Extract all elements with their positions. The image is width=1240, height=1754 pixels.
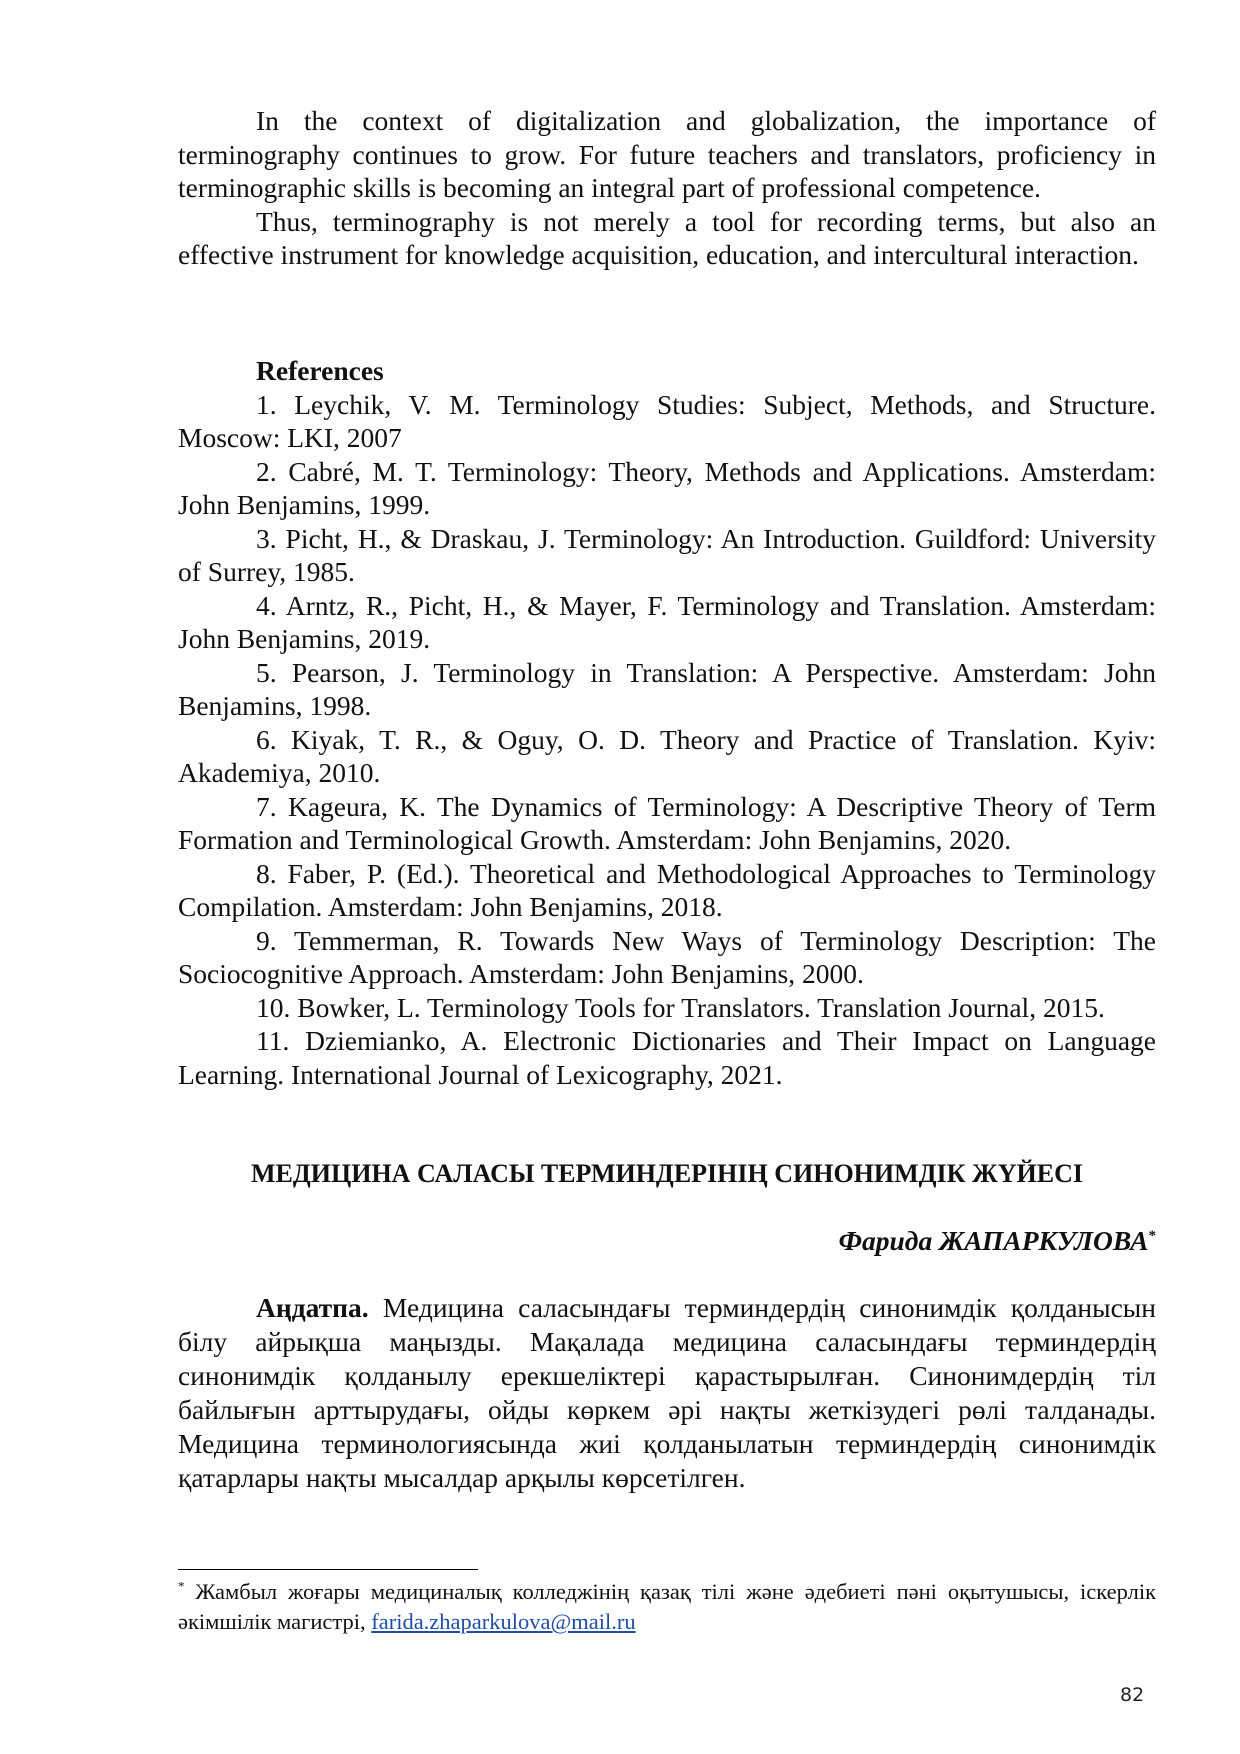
abstract-label: Аңдатпа. — [256, 1292, 369, 1323]
footnote-divider — [178, 1569, 478, 1570]
footnote-text: Жамбыл жоғары медициналық колледжінің қазақ тілі және әдебиеті пәні оқытушысы, іскерлік әкімшілік магистрі, — [178, 1579, 1156, 1634]
author-name-text: Фарида ЖАПАРКУЛОВА — [838, 1225, 1149, 1256]
reference-item: 6. Kiyak, T. R., & Oguy, O. D. Theory and Practice of Translation. Kyiv: Akademiya, 2010. — [178, 723, 1156, 788]
reference-item: 9. Temmerman, R. Towards New Ways of Terminology Description: The Sociocognitive Approach. Amsterdam: John Benjamins, 2000. — [178, 924, 1156, 989]
author-block — [178, 1224, 1156, 1258]
reference-item: 7. Kageura, K. The Dynamics of Terminology: A Descriptive Theory of Term Formation and Terminological Growth. Amsterdam: John Benjamins, 2020. — [178, 790, 1156, 855]
reference-item: 4. Arntz, R., Picht, H., & Mayer, F. Terminology and Translation. Amsterdam: John Benjamins, 2019. — [178, 589, 1156, 654]
reference-item: 3. Picht, H., & Draskau, J. Terminology: An Introduction. Guildford: University of Surrey, 1985. — [178, 522, 1156, 587]
footnote-marker: * — [1148, 1227, 1156, 1244]
paragraph: Thus, terminography is not merely a tool for recording terms, but also an effective instrument for knowledge acquisition, education, and intercultural interaction. — [178, 205, 1156, 270]
article-title: МЕДИЦИНА САЛАСЫ ТЕРМИНДЕРІНІҢ СИНОНИМДІК ЖҮЙЕСІ — [251, 1159, 1083, 1188]
email-link[interactable]: farida.zhaparkulova@mail.ru — [371, 1609, 636, 1634]
abstract-paragraph — [178, 1291, 1156, 1495]
paragraph: In the context of digitalization and globalization, the importance of terminography continues to grow. For future teachers and translators, proficiency in terminographic skills is becoming an integral part of professional competence. — [178, 105, 1156, 203]
reference-item: 10. Bowker, L. Terminology Tools for Translators. Translation Journal, 2015. — [256, 991, 1105, 1023]
page-number: 82 — [1120, 1684, 1145, 1706]
footnote-mark: * — [178, 1578, 185, 1594]
references-section — [178, 354, 1156, 1091]
footnote — [178, 1577, 1156, 1637]
article-header — [178, 1157, 1156, 1191]
abstract — [178, 1291, 1156, 1495]
reference-item: 5. Pearson, J. Terminology in Translation: A Perspective. Amsterdam: John Benjamins, 1998. — [178, 656, 1156, 721]
reference-item: 1. Leychik, V. M. Terminology Studies: Subject, Methods, and Structure. Moscow: LKI, 2007 — [178, 388, 1156, 453]
reference-item: 2. Cabré, M. T. Terminology: Theory, Methods and Applications. Amsterdam: John Benjamins, 1999. — [178, 455, 1156, 520]
abstract-text: Медицина саласындағы терминдердің синонимдік қолданысын білу айрықша маңызды. Мақалада медицина саласындағы терминдердің синонимдік қолданылу ерекшеліктері қарастырылған. Синонимдердің тіл байлығын арттырудағы, ойды көркем әрі нақты жеткізудегі рөлі талданады. Медицина терминологиясында жиі қолданылатын терминдердің синонимдік қатарлары нақты мысалдар арқылы көрсетілген. — [178, 1292, 1156, 1493]
references-heading: References — [256, 355, 384, 386]
reference-item: 11. Dziemianko, A. Electronic Dictionaries and Their Impact on Language Learning. International Journal of Lexicography, 2021. — [178, 1025, 1156, 1090]
body-text — [178, 104, 1156, 272]
reference-item: 8. Faber, P. (Ed.). Theoretical and Methodological Approaches to Terminology Compilation. Amsterdam: John Benjamins, 2018. — [178, 857, 1156, 922]
author-name — [178, 1224, 1156, 1258]
